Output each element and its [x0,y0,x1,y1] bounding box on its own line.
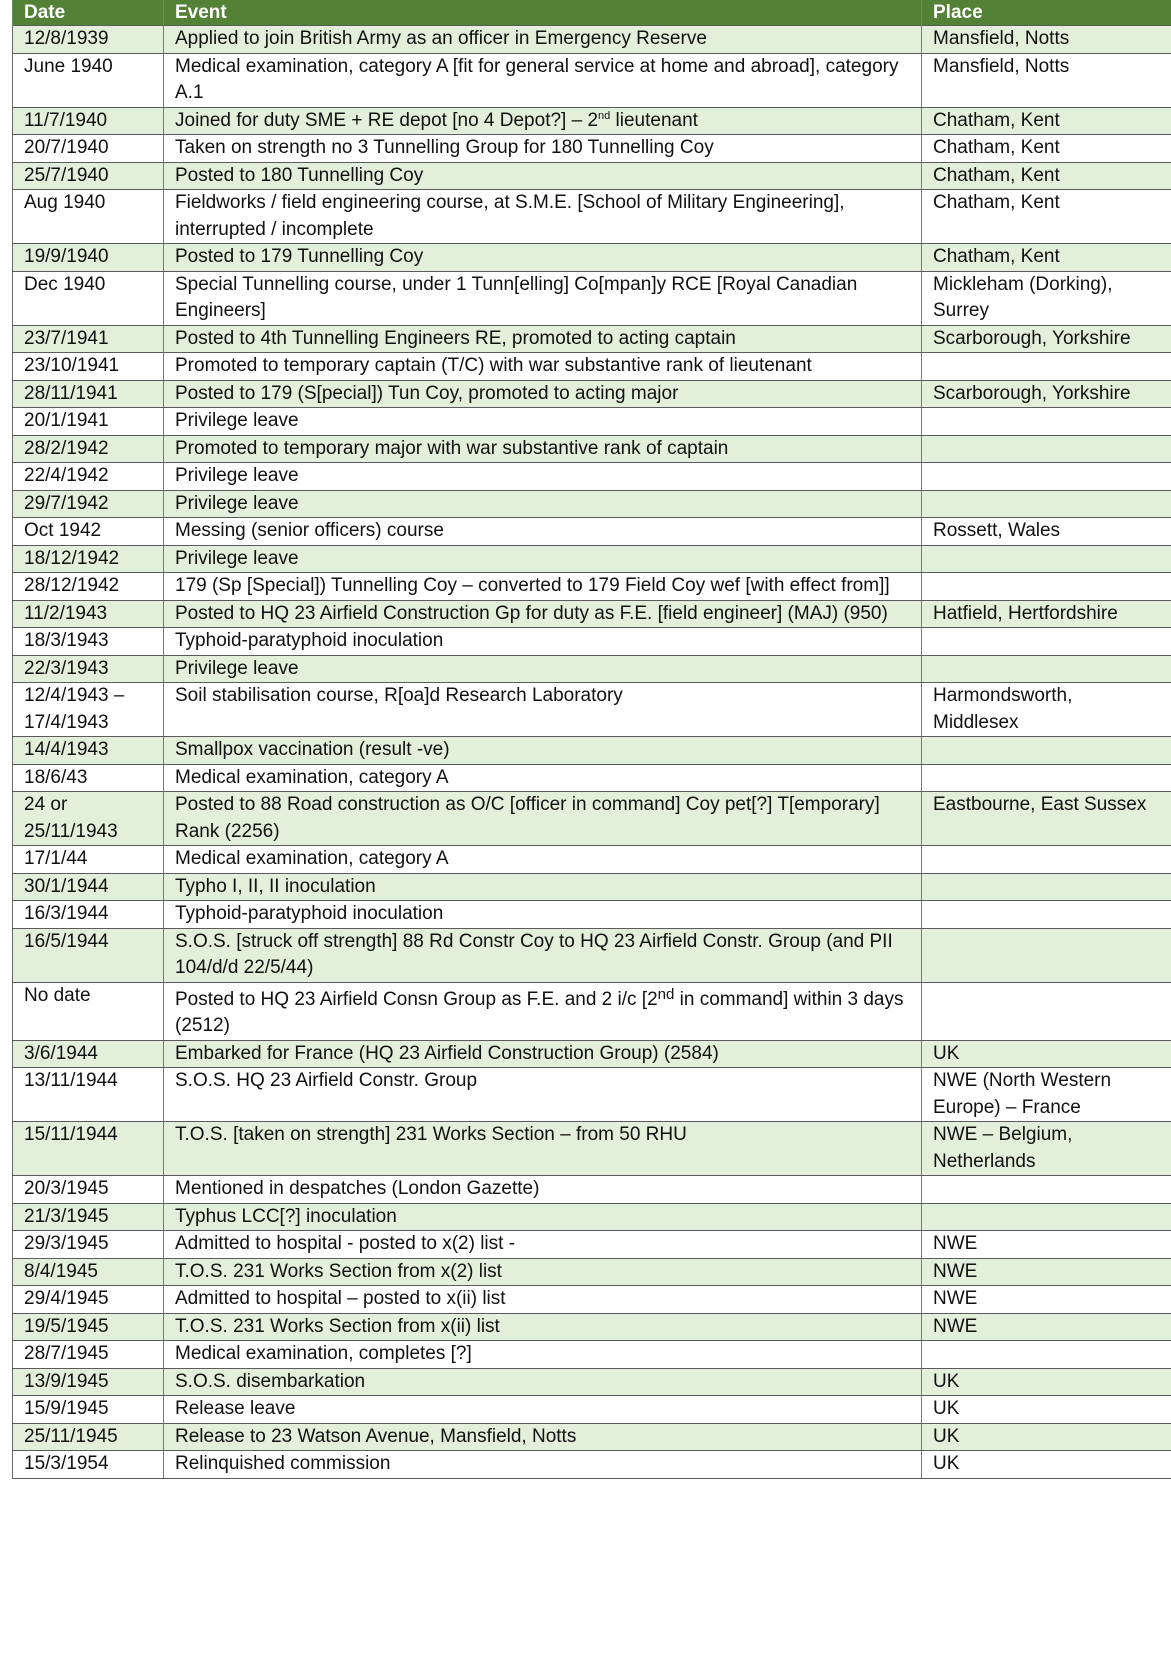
cell-date: 15/9/1945 [13,1396,164,1424]
cell-place: UK [922,1396,1171,1424]
table-row [13,1068,1171,1122]
table-row [13,764,1171,792]
cell-place: NWE [922,1286,1171,1314]
cell-place: Chatham, Kent [922,190,1171,244]
cell-date: 13/9/1945 [13,1368,164,1396]
cell-event: Typhoid-paratyphoid inoculation [164,901,922,929]
table-row [13,325,1171,353]
table-row [13,1040,1171,1068]
cell-event: Promoted to temporary captain (T/C) with war substantive rank of lieutenant [164,353,922,381]
cell-date: No date [13,982,164,1040]
cell-date: June 1940 [13,53,164,107]
cell-date: 22/4/1942 [13,463,164,491]
cell-event: Taken on strength no 3 Tunnelling Group for 180 Tunnelling Coy [164,135,922,163]
table-row [13,982,1171,1040]
table-row [13,683,1171,737]
cell-place [922,463,1171,491]
cell-event: Posted to 4th Tunnelling Engineers RE, promoted to acting captain [164,325,922,353]
cell-date: 28/12/1942 [13,573,164,601]
table-row [13,107,1171,135]
cell-date: 16/5/1944 [13,928,164,982]
cell-event: S.O.S. disembarkation [164,1368,922,1396]
cell-date: 30/1/1944 [13,873,164,901]
table-row [13,135,1171,163]
ordinal-superscript: nd [657,985,675,1003]
table-row [13,353,1171,381]
cell-event: Posted to 179 (S[pecial]) Tun Coy, promoted to acting major [164,380,922,408]
cell-place: Harmondsworth, Middlesex [922,683,1171,737]
table-row [13,463,1171,491]
cell-date: 18/12/1942 [13,545,164,573]
cell-date: 29/7/1942 [13,490,164,518]
table-body [13,26,1171,1479]
cell-date: 11/7/1940 [13,107,164,135]
cell-date: 13/11/1944 [13,1068,164,1122]
table-row [13,1258,1171,1286]
cell-event: Privilege leave [164,490,922,518]
cell-date: 19/5/1945 [13,1313,164,1341]
cell-place [922,655,1171,683]
table-row [13,1122,1171,1176]
cell-place: NWE [922,1258,1171,1286]
cell-date: 15/3/1954 [13,1451,164,1479]
cell-place [922,628,1171,656]
cell-event: Messing (senior officers) course [164,518,922,546]
cell-place: NWE [922,1231,1171,1259]
cell-date: 24 or 25/11/1943 [13,792,164,846]
cell-event: Embarked for France (HQ 23 Airfield Construction Group) (2584) [164,1040,922,1068]
cell-event: Mentioned in despatches (London Gazette) [164,1176,922,1204]
cell-event: Privilege leave [164,545,922,573]
cell-date: 25/11/1945 [13,1423,164,1451]
cell-date: 18/6/43 [13,764,164,792]
table-row [13,1203,1171,1231]
cell-event: S.O.S. [struck off strength] 88 Rd Constr Coy to HQ 23 Airfield Constr. Group (and PII 104/d/d 22/5/44) [164,928,922,982]
cell-place [922,408,1171,436]
cell-event: Relinquished commission [164,1451,922,1479]
cell-date: 12/4/1943 – 17/4/1943 [13,683,164,737]
table-row [13,792,1171,846]
table-row [13,737,1171,765]
cell-date: 28/2/1942 [13,435,164,463]
table-row [13,628,1171,656]
cell-event: Typho I, II, II inoculation [164,873,922,901]
cell-date: 11/2/1943 [13,600,164,628]
cell-place: UK [922,1368,1171,1396]
table-row [13,545,1171,573]
event-text: Joined for duty SME + RE depot [no 4 Depot?] – 2 [175,109,599,131]
cell-place [922,545,1171,573]
table-row [13,901,1171,929]
cell-event: Applied to join British Army as an officer in Emergency Reserve [164,26,922,54]
cell-event: Posted to 88 Road construction as O/C [officer in command] Coy pet[?] T[emporary] Rank (2256) [164,792,922,846]
table-row [13,1176,1171,1204]
cell-event: Fieldworks / field engineering course, at S.M.E. [School of Military Engineering], interrupted / incomplete [164,190,922,244]
cell-event: Posted to 179 Tunnelling Coy [164,244,922,272]
cell-date: Oct 1942 [13,518,164,546]
cell-date: 14/4/1943 [13,737,164,765]
cell-place [922,901,1171,929]
cell-event: T.O.S. 231 Works Section from x(2) list [164,1258,922,1286]
cell-event: Typhus LCC[?] inoculation [164,1203,922,1231]
cell-event: Posted to HQ 23 Airfield Construction Gp for duty as F.E. [field engineer] (MAJ) (950) [164,600,922,628]
cell-place: UK [922,1040,1171,1068]
table-row [13,1286,1171,1314]
table-row [13,435,1171,463]
table-row [13,600,1171,628]
table-row [13,1451,1171,1479]
cell-place: NWE (North Western Europe) – France [922,1068,1171,1122]
cell-date: 29/4/1945 [13,1286,164,1314]
table-row [13,26,1171,54]
table-row [13,190,1171,244]
cell-event: Medical examination, completes [?] [164,1341,922,1369]
table-row [13,518,1171,546]
cell-date: 28/7/1945 [13,1341,164,1369]
cell-event: Privilege leave [164,463,922,491]
table-row [13,1396,1171,1424]
cell-date: 23/10/1941 [13,353,164,381]
cell-event: T.O.S. 231 Works Section from x(ii) list [164,1313,922,1341]
table-row [13,1423,1171,1451]
cell-event: Posted to 180 Tunnelling Coy [164,162,922,190]
header-date: Date [13,0,164,26]
cell-place [922,737,1171,765]
table-row [13,1368,1171,1396]
cell-place: UK [922,1451,1171,1479]
cell-event: Soil stabilisation course, R[oa]d Research Laboratory [164,683,922,737]
header-event: Event [164,0,922,26]
cell-place [922,873,1171,901]
cell-event [164,107,922,135]
cell-date: 15/11/1944 [13,1122,164,1176]
table-row [13,490,1171,518]
cell-date: 3/6/1944 [13,1040,164,1068]
cell-place: Scarborough, Yorkshire [922,325,1171,353]
table-row [13,244,1171,272]
cell-place: Chatham, Kent [922,162,1171,190]
cell-date: 20/1/1941 [13,408,164,436]
cell-date: 23/7/1941 [13,325,164,353]
table-row [13,53,1171,107]
cell-place: NWE [922,1313,1171,1341]
table-row [13,162,1171,190]
cell-event: Admitted to hospital – posted to x(ii) list [164,1286,922,1314]
cell-date: 22/3/1943 [13,655,164,683]
cell-date: Aug 1940 [13,190,164,244]
cell-event: S.O.S. HQ 23 Airfield Constr. Group [164,1068,922,1122]
cell-event: Release to 23 Watson Avenue, Mansfield, Notts [164,1423,922,1451]
cell-date: 20/3/1945 [13,1176,164,1204]
cell-place: Chatham, Kent [922,107,1171,135]
event-text: in command] within 3 days (2512) [175,988,904,1036]
cell-place [922,353,1171,381]
cell-place [922,764,1171,792]
cell-place: Mickleham (Dorking), Surrey [922,271,1171,325]
cell-event: Privilege leave [164,655,922,683]
cell-date: 29/3/1945 [13,1231,164,1259]
cell-event: T.O.S. [taken on strength] 231 Works Section – from 50 RHU [164,1122,922,1176]
cell-event: Promoted to temporary major with war substantive rank of captain [164,435,922,463]
cell-event: Privilege leave [164,408,922,436]
cell-place [922,573,1171,601]
cell-date: 8/4/1945 [13,1258,164,1286]
cell-place: Mansfield, Notts [922,26,1171,54]
table-row [13,408,1171,436]
cell-date: 20/7/1940 [13,135,164,163]
cell-place [922,490,1171,518]
cell-place: Eastbourne, East Sussex [922,792,1171,846]
cell-place [922,435,1171,463]
cell-place: NWE – Belgium, Netherlands [922,1122,1171,1176]
cell-place: Scarborough, Yorkshire [922,380,1171,408]
cell-place: Chatham, Kent [922,244,1171,272]
cell-event: Typhoid-paratyphoid inoculation [164,628,922,656]
cell-date: 16/3/1944 [13,901,164,929]
table-row [13,1341,1171,1369]
table-row [13,1313,1171,1341]
cell-date: 17/1/44 [13,846,164,874]
cell-place: Chatham, Kent [922,135,1171,163]
table-header [13,0,1171,26]
cell-place [922,1341,1171,1369]
cell-date: Dec 1940 [13,271,164,325]
cell-place [922,1176,1171,1204]
ordinal-superscript: nd [598,109,611,122]
cell-event: Smallpox vaccination (result -ve) [164,737,922,765]
cell-place: Rossett, Wales [922,518,1171,546]
service-record-table [12,0,1171,1479]
header-place: Place [922,0,1171,26]
cell-place [922,1203,1171,1231]
cell-date: 19/9/1940 [13,244,164,272]
cell-date: 18/3/1943 [13,628,164,656]
table-row [13,271,1171,325]
table-row [13,873,1171,901]
table-row [13,846,1171,874]
event-text: lieutenant [610,109,698,131]
cell-event: Medical examination, category A [fit for general service at home and abroad], category A.1 [164,53,922,107]
cell-date: 12/8/1939 [13,26,164,54]
cell-date: 21/3/1945 [13,1203,164,1231]
cell-place [922,846,1171,874]
cell-place: Mansfield, Notts [922,53,1171,107]
table-row [13,380,1171,408]
cell-place: Hatfield, Hertfordshire [922,600,1171,628]
table-row [13,928,1171,982]
cell-date: 28/11/1941 [13,380,164,408]
cell-place [922,928,1171,982]
cell-place: UK [922,1423,1171,1451]
cell-date: 25/7/1940 [13,162,164,190]
cell-event: Medical examination, category A [164,846,922,874]
cell-event: Release leave [164,1396,922,1424]
table-row [13,655,1171,683]
cell-event: Medical examination, category A [164,764,922,792]
table-row [13,1231,1171,1259]
event-text: Posted to HQ 23 Airfield Consn Group as F.E. and 2 i/c [2 [175,988,658,1010]
header-row [13,0,1171,26]
cell-place [922,982,1171,1040]
cell-event: Special Tunnelling course, under 1 Tunn[elling] Co[mpan]y RCE [Royal Canadian Engineers] [164,271,922,325]
cell-event: Admitted to hospital - posted to x(2) list - [164,1231,922,1259]
cell-event [164,982,922,1040]
table-row [13,573,1171,601]
cell-event: 179 (Sp [Special]) Tunnelling Coy – converted to 179 Field Coy wef [with effect from]] [164,573,922,601]
